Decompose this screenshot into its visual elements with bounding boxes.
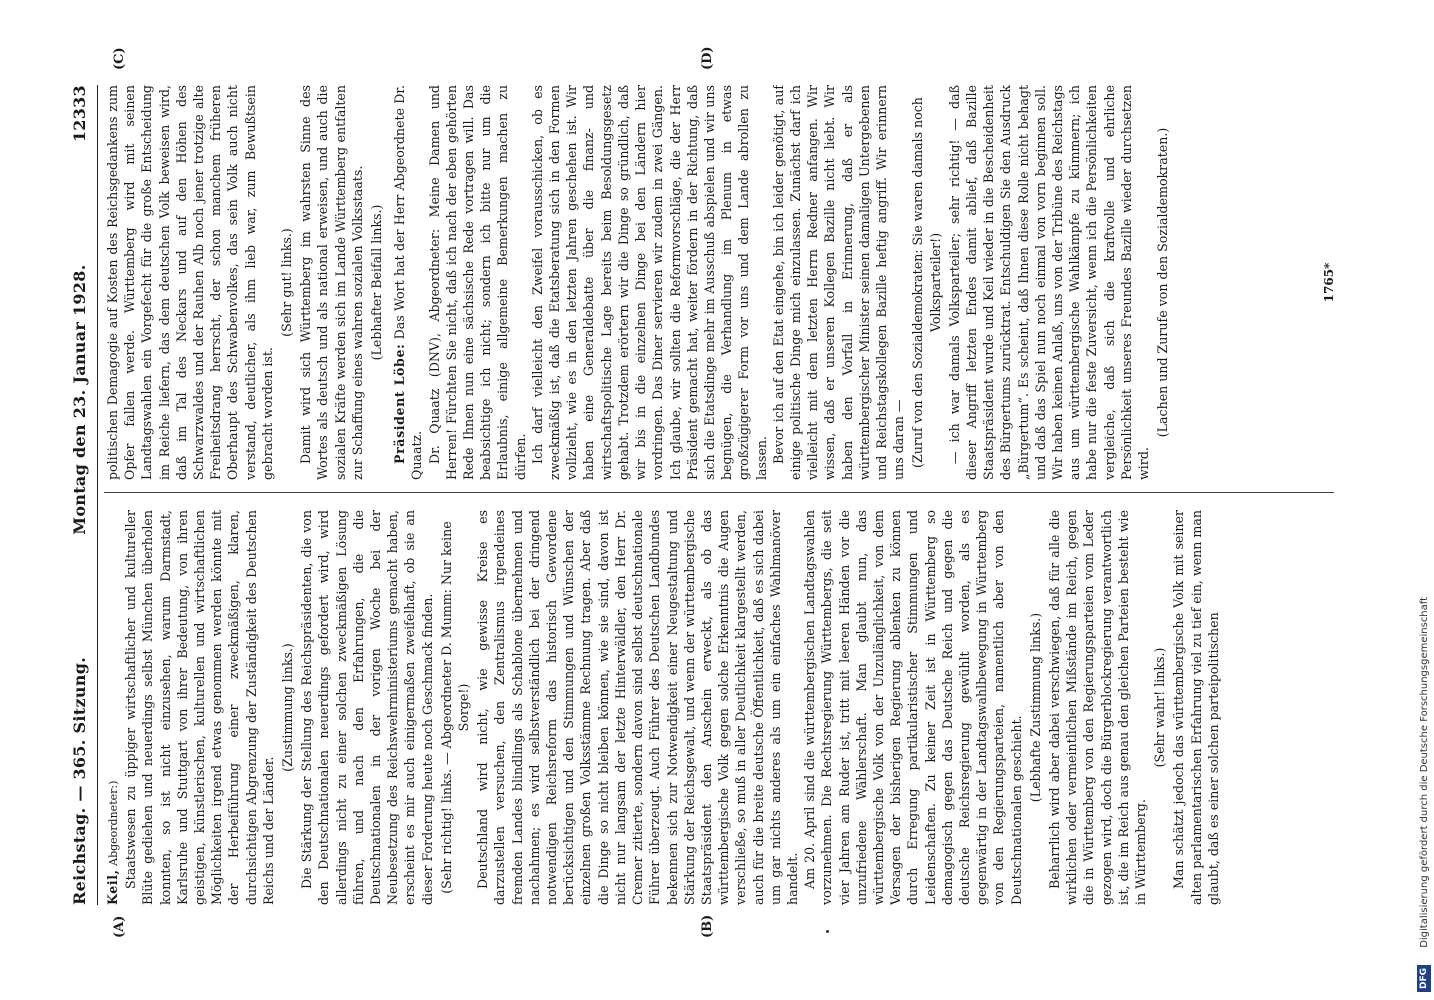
left-column	[104, 510, 1344, 905]
interjection: (Sehr richtig! links. — Abgeordneter D. Mumm: Nur keine Sorge!)	[438, 521, 472, 894]
column-rule	[104, 492, 1334, 493]
paragraph: Bevor ich auf den Etat eingehe, bin ich leider genötigt, auf einige politische Dinge mich einzulassen. Zunächst darf ich vielleicht mit dem letzten Herrn Redner anfangen. Wir wissen, daß er unseren Kollegen Bazille nicht liebt. Wir haben den Vorfall in Erinnerung, daß er als württembergischer Minister seinen damaligen Untergebenen und Reichstagskollegen Bazille heftig angriff. Wir erinnern uns daran —	[770, 85, 907, 480]
paragraph: Die Stärkung der Stellung des Reichspräsidenten, die von den Deutschnationalen neuerdings gefordert wird, wird allerdings nicht zu einer solchen zweckmäßigen Lösung führen, und nach den Erfahrungen, die die Deutschnationalen in der vorigen Woche bei der Neubesetzung des Reichswehrministeriums gemacht haben, erscheint es mir auch einigermaßen zweifelhaft, ob sie an dieser Forderung heute noch Geschmack finden.	[299, 510, 435, 905]
paragraph: Deutschland wird nicht, wie gewisse Kreise es darzustellen versuchen, den Zentralismus irgendeines fremden Landes blindlings als Schablone übernehmen und nachahmen; es wird selbstverständlich bei der dringend notwendigen Reichsreform das historisch Gewordene berücksichtigen und den Stimmungen und Wünschen der einzelnen großen Volksstämme Rechnung tragen. Aber daß die Dinge so nicht bleiben können, wie sie sind, davon ist nicht nur langsam der letzte Hinterwäldler, den Herr Dr. Cremer zitierte, sondern davon sind selbst deutschnationale Führer überzeugt. Auch Führer des Deutschen Landbundes bekennen sich zur Notwendigkeit einer Neugestaltung und Stärkung der Reichsgewalt, und wenn der württembergische Staatspräsident den Anschein erweckt, als ob das württembergische Volk gegen solche Erkenntnis die Augen verschließe, so muß in aller Deutlichkeit klargestellt werden, auch für die breite deutsche Öffentlichkeit, daß es sich dabei um gar nichts anderes als um ein einfaches Wahlmanöver handelt.	[475, 510, 800, 905]
margin-mark-a: (A)	[112, 915, 127, 938]
interjection: (Lachen und Zurufe von den Sozialdemokraten.)	[1155, 127, 1171, 438]
dfg-logo: DFG	[1417, 965, 1431, 992]
right-column	[104, 85, 1344, 480]
paragraph: politischen Demagogie auf Kosten des Reichsgedankens zum Opfer fallen werde. Württemberg wird mit seinen Landtagswahlen ein Vorgefecht für die große Entscheidung im Reiche liefern, das dem deutschen Volk beweisen wird, daß im Tal des Neckars und auf den Höhen des Schwarzwaldes und der Rauhen Alb noch jener trotzige alte Freiheitsdrang herrscht, der schon manchem früheren Oberhaupt des Schwabenvolkes, das sein Volk auch nicht verstand, deutlicher, als ihm lieb war, zum Bewußtsein gebracht worden ist.	[105, 85, 275, 480]
page-header	[70, 85, 98, 905]
header-page-number: 12333	[70, 85, 89, 143]
speaker-name: Keil,	[105, 869, 120, 905]
interjection: (Sehr gut! links.)	[279, 228, 295, 337]
interjection: (Lebhafte Zustimmung links.)	[1027, 612, 1043, 803]
header-session: Reichstag. — 365. Sitzung.	[70, 656, 89, 905]
interjection: (Lebhafter Beifall links.)	[369, 204, 385, 361]
paragraph: Ich darf vielleicht den Zweifel vorausschicken, ob es zweckmäßig ist, daß die Etatsberatung sich in den Formen vollzieht, wie es in den letzten Jahren geschehen ist. Wir haben eine Generaldebatte über die finanz- und wirtschaftspolitische Lage bereits beim Besoldungsgesetz gehabt. Trotzdem erörtern wir die Dinge so gründlich, daß wir bis in die einzelnen Dinge bei den Ländern hier vordringen. Das Diner servieren wir zudem in zwei Gängen. Ich glaube, wir sollten die Reformvorschläge, die der Herr Präsident gemacht hat, weiter fördern in der Richtung, daß sich die Etatsdinge mehr im Ausschuß abspielen und wir uns begnügen, die Verhandlung im Plenum in etwas großzügigerer Form vor uns und dem Lande abrollen zu lassen.	[529, 85, 769, 480]
speaker-line	[104, 510, 122, 905]
speaker-rest: Abgeordneter:)	[107, 780, 120, 870]
scan-speck	[826, 930, 829, 933]
credit-label: Digitalisierung gefördert durch die Deutsche Forschungsgemeinschaft	[1419, 596, 1430, 948]
paragraph: — ich war damals Volksparteiler; sehr richtig! — daß dieser Angriff letzten Endes damit ablief, daß Bazille Staatspräsident wurde und Keil wieder in die Bescheidenheit des Bürgertums zurücktrat. Entschuldigen Sie den Ausdruck „Bürgertum“. Es scheint, daß Ihnen diese Rolle nicht behagt und daß das Spiel nun noch einmal von vorn beginnen soll. Wir haben keinen Anlaß, uns von der Tribüne des Reichstags aus um württembergische Wahlkämpfe zu kümmern; ich habe nur die feste Zuversicht, wenn ich die Persönlichkeiten vergleiche, daß sich die kraftvolle und ehrliche Persönlichkeit unseres Freundes Bazille wieder durchsetzen wird.	[946, 85, 1151, 480]
speaker-name: Präsident Löbe:	[392, 343, 408, 464]
margin-mark-d: (D)	[700, 46, 715, 70]
margin-mark-c: (C)	[112, 47, 127, 70]
speaker-line	[391, 85, 425, 480]
speaker-rest: Das Wort hat der Herr Abgeordnete Dr. Quaatz.	[392, 85, 425, 480]
digitization-credit	[1416, 8, 1434, 992]
paragraph: Dr. Quaatz (DNV), Abgeordneter: Meine Damen und Herren! Fürchten Sie nicht, daß ich nach der eben gehörten Rede Ihnen nun eine sächsische Rede vortragen will. Das beabsichtige ich nicht; sondern ich bitte nur um die Erlaubnis, einige allgemeine Bemerkungen machen zu dürfen.	[426, 85, 528, 480]
paragraph: Man schätzt jedoch das württembergische Volk mit seiner alten parlamentarischen Erfahrung viel zu tief ein, wenn man glaubt, daß es einer solchen parteipolitischen	[1171, 510, 1221, 905]
interjection: (Sehr wahr! links.)	[1152, 647, 1168, 768]
header-date: Montag den 23. Januar 1928.	[70, 264, 89, 535]
paragraph: Staatswesen zu üppiger wirtschaftlicher und kultureller Blüte gediehen und neuerdings selbst München überholen konnten, so ist nicht einzusehen, warum Darmstadt, Karlsruhe und Stuttgart von ihrer Bedeutung, von ihren geistigen, künstlerischen, kulturellen und wirtschaftlichen Möglichkeiten irgend etwas genommen werden könnte mit der Herbeiführung einer zweckmäßigen, klaren, durchsichtigen Abgrenzung der Zuständigkeit des Deutschen Reichs und der Länder.	[123, 510, 276, 905]
interjection: (Zuruf von den Sozialdemokraten: Sie waren damals noch Volksparteiler!)	[910, 97, 943, 468]
interjection: (Zustimmung links.)	[280, 643, 296, 772]
margin-mark-b: (B)	[700, 914, 715, 938]
sheet-signature: 1765*	[1322, 262, 1336, 303]
paragraph: Am 20. April sind die württembergischen Landtagswahlen vorzunehmen. Die Rechtsregierung Württembergs, die seit vier Jahren am Ruder ist, tritt mit leeren Händen vor die unzufriedene Wählerschaft. Man glaubt nun, das württembergische Volk von der Unzulänglichkeit, von dem Versagen der bisherigen Regierung ablenken zu können durch Erregung partikularistischer Stimmungen und Leidenschaften. Zu keiner Zeit ist in Württemberg so demagogisch gegen das Deutsche Reich und gegen die deutsche Reichsregierung gewühlt worden, als es gegenwärtig in der Landtagswahlbewegung in Württemberg von den Regierungsparteien, namentlich aber von den Deutschnationalen geschieht.	[802, 510, 1024, 905]
paragraph: Damit wird sich Württemberg im wahrsten Sinne des Wortes als deutsch und als national erweisen, und auch die sozialen Kräfte werden sich im Lande Württemberg entfalten zur Schaffung eines wahren sozialen Volksstaats.	[298, 85, 365, 480]
paragraph: Beharrlich wird aber dabei verschwiegen, daß für alle die wirklichen oder vermeintlichen Mißstände im Reich, gegen die in Württemberg von den Regierungsparteien vom Leder gezogen wird, doch die Bürgerblockregierung verantwortlich ist, die im Reich aus genau den gleichen Parteien besteht wie in Württemberg.	[1046, 510, 1148, 905]
